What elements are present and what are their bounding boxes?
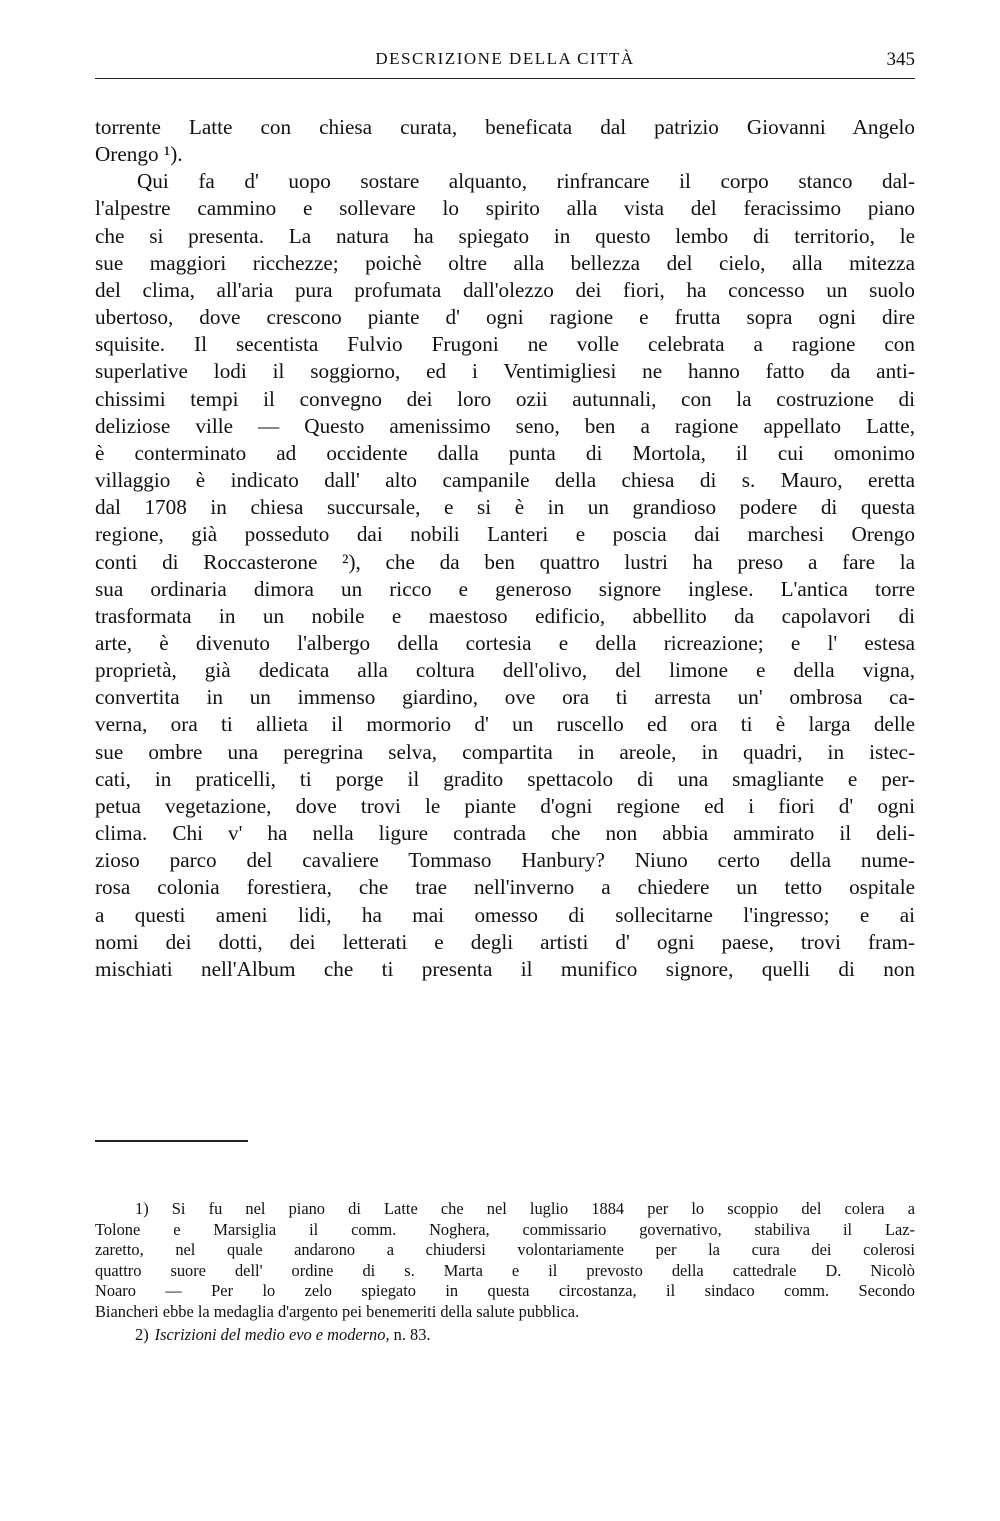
text-line: ubertoso, dove crescono piante d' ogni ragione e frutta sopra ogni dire <box>95 305 915 330</box>
text-line: zioso parco del cavaliere Tommaso Hanbury? Niuno certo della nume- <box>95 848 915 873</box>
text-line: convertita in un immenso giardino, ove ora ti arresta un' ombrosa ca- <box>95 685 915 710</box>
text-line: proprietà, già dedicata alla coltura dell'olivo, del limone e della vigna, <box>95 658 915 683</box>
text-line: squisite. Il secentista Fulvio Frugoni ne volle celebrata a ragione con <box>95 332 915 357</box>
text-line: l'alpestre cammino e sollevare lo spirito alla vista del feracissimo piano <box>95 196 915 221</box>
header-rule <box>95 78 915 79</box>
footnote-1 <box>95 1199 915 1323</box>
text-line: nomi dei dotti, dei letterati e degli artisti d' ogni paese, trovi fram- <box>95 929 915 954</box>
text-line: mischiati nell'Album che ti presenta il munifico signore, quelli di non <box>95 956 915 981</box>
text-line: Qui fa d' uopo sostare alquanto, rinfrancare il corpo stanco dal- <box>137 169 915 194</box>
text-line: sue ombre una peregrina selva, compartita in areole, in quadri, in istec- <box>95 739 915 764</box>
text-line: cati, in praticelli, ti porge il gradito spettacolo di una smagliante e per- <box>95 766 915 791</box>
text-line: sua ordinaria dimora un ricco e generoso signore inglese. L'antica torre <box>95 576 915 601</box>
text-line: del clima, all'aria pura profumata dall'olezzo dei fiori, ha concesso un suolo <box>95 277 915 302</box>
text-line: verna, ora ti allieta il mormorio d' un ruscello ed ora ti è larga delle <box>95 712 915 737</box>
text-line: che si presenta. La natura ha spiegato in questo lembo di territorio, le <box>95 223 915 248</box>
text-line: superlative lodi il soggiorno, ed i Ventimigliesi ne hanno fatto da anti- <box>95 359 915 384</box>
text-line: a questi ameni lidi, ha mai omesso di sollecitarne l'ingresso; e ai <box>95 902 915 927</box>
footnote-rule <box>95 1140 248 1142</box>
running-title: DESCRIZIONE DELLA CITTÀ <box>375 49 635 68</box>
text-line: trasformata in un nobile e maestoso edificio, abbellito da capolavori di <box>95 603 915 628</box>
page-number: 345 <box>886 49 915 70</box>
main-text <box>95 114 915 983</box>
text-line: chissimi tempi il convegno dei loro ozii autunnali, con la costruzione di <box>95 386 915 411</box>
running-header <box>95 49 915 75</box>
footnote-2 <box>95 1325 915 1346</box>
footnote-2-title: Iscrizioni del medio evo e moderno, <box>154 1324 390 1344</box>
footnotes <box>95 1199 915 1345</box>
text-line: arte, è divenuto l'albergo della cortesia e della ricreazione; e l' estesa <box>95 630 915 655</box>
footnote-2-number: 2) <box>135 1324 149 1344</box>
footnote-line: Tolone e Marsiglia il comm. Noghera, commissario governativo, stabiliva il Laz- <box>95 1219 915 1239</box>
text-line: villaggio è indicato dall' alto campanile della chiesa di s. Mauro, eretta <box>95 468 915 493</box>
footnote-line: Noaro — Per lo zelo spiegato in questa circostanza, il sindaco comm. Secondo <box>95 1281 915 1301</box>
text-line: sue maggiori ricchezze; poichè oltre alla bellezza del cielo, alla mitezza <box>95 250 915 275</box>
text-line: deliziose ville — Questo amenissimo seno, ben a ragione appellato Latte, <box>95 413 915 438</box>
text-line: regione, già posseduto dai nobili Lanteri e poscia dai marchesi Orengo <box>95 522 915 547</box>
footnote-line: Biancheri ebbe la medaglia d'argento pei benemeriti della salute pubblica. <box>95 1301 580 1321</box>
footnote-line: zaretto, nel quale andarono a chiudersi volontariamente per la cura dei colerosi <box>95 1240 915 1260</box>
footnote-2-ref: n. 83. <box>393 1324 431 1344</box>
text-line: Orengo ¹). <box>95 142 183 167</box>
text-line: petua vegetazione, dove trovi le piante d'ogni regione ed i fiori d' ogni <box>95 793 915 818</box>
footnote-line: quattro suore dell' ordine di s. Marta e il prevosto della cattedrale D. Nicolò <box>95 1260 915 1280</box>
text-line: rosa colonia forestiera, che trae nell'inverno a chiedere un tetto ospitale <box>95 875 915 900</box>
text-line: dal 1708 in chiesa succursale, e si è in un grandioso podere di questa <box>95 495 915 520</box>
text-line: è conterminato ad occidente dalla punta di Mortola, il cui omonimo <box>95 440 915 465</box>
footnote-line: 1) Si fu nel piano di Latte che nel luglio 1884 per lo scoppio del colera a <box>135 1199 915 1218</box>
text-line: torrente Latte con chiesa curata, beneficata dal patrizio Giovanni Angelo <box>95 115 915 139</box>
text-line: conti di Roccasterone ²), che da ben quattro lustri ha preso a fare la <box>95 549 915 574</box>
text-line: clima. Chi v' ha nella ligure contrada che non abbia ammirato il deli- <box>95 821 915 846</box>
